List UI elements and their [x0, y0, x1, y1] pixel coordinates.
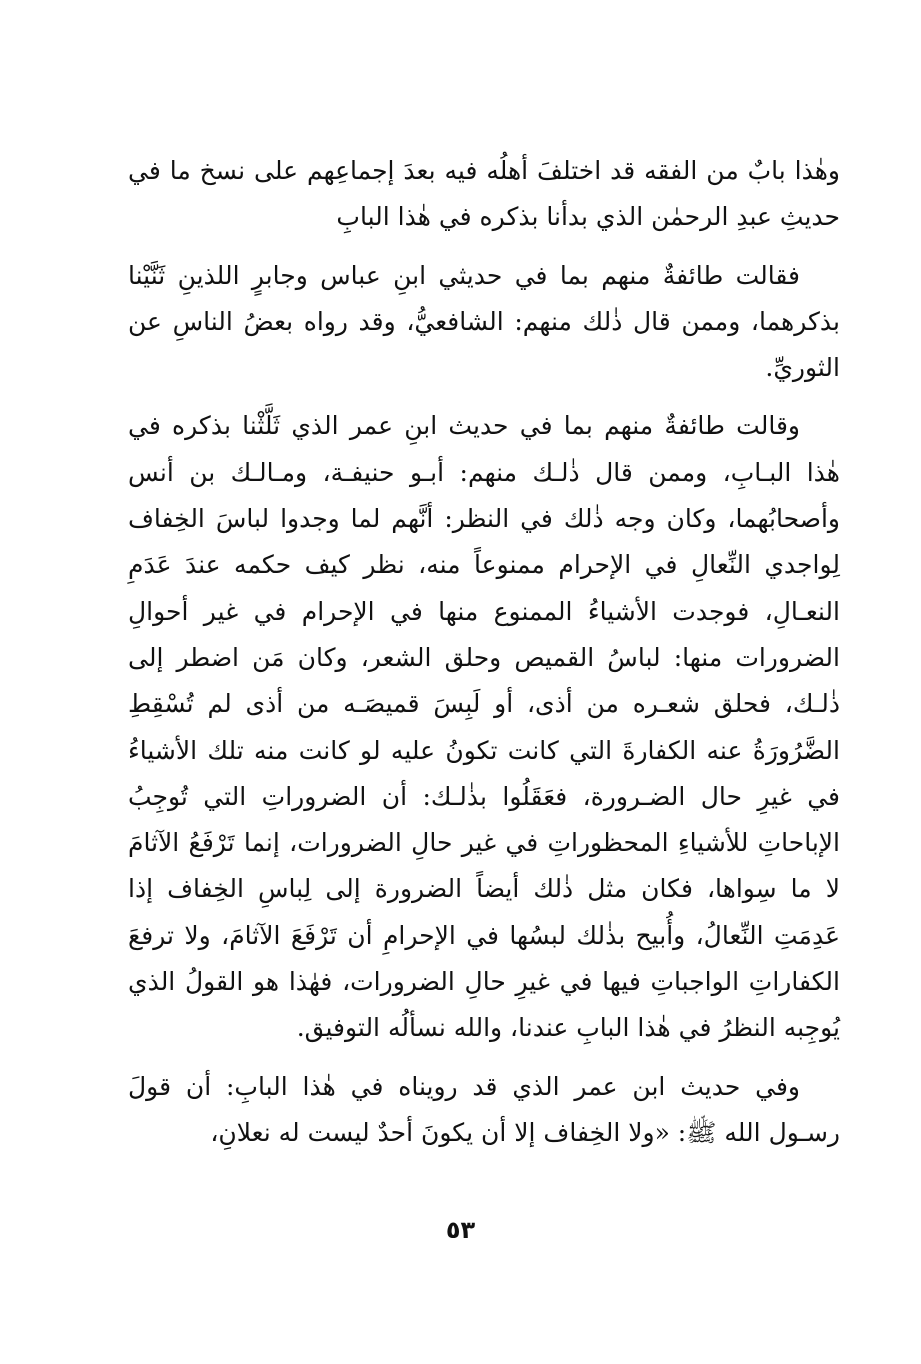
- page-number: ٥٣: [445, 1216, 476, 1244]
- paragraph-1: وهٰذا بابٌ من الفقه قد اختلفَ أهلُه فيه بعدَ إجماعِهم على نسخ ما في حديثِ عبدِ الرحمٰن الذي بدأنا بذكره في هٰذا البابِ: [128, 156, 840, 232]
- paragraph-4: وفي حديث ابن عمر الذي قد رويناه في هٰذا البابِ: أن قولَ رسـول الله ﷺ: «ولا الخِفاف إلا أن يكونَ أحدٌ ليست له نعلانِ،: [128, 1071, 840, 1147]
- body-text: [128, 148, 840, 1168]
- paragraph-3: وقالت طائفةٌ منهم بما في حديث ابنِ عمر الذي ثَلَّثْنا بذكره في هٰذا البـابِ، وممن قال ذٰلـك منهم: أبـو حنيفـة، ومـالـك بن أنس وأصحابُهما، وكان وجه ذٰلك في النظر: أنَّهم لما وجدوا لباسَ الخِفاف لِواجدي النِّعالِ في الإحرام ممنوعاً منه، نظر كيف حكمه عندَ عَدَمِ النعـالِ، فوجدت الأشياءُ الممنوع منها في الإحرام في غير أحوالِ الضرورات منها: لباسُ القميص وحلق الشعر، وكان مَن اضطر إلى ذٰلـك، فحلق شعـره من أذى، أو لَبِسَ قميصَـه من أذى لم تُسْقِطِ الضَّرُورَةُ عنه الكفارةَ التي كانت تكونُ عليه لو كانت منه تلك الأشياءُ في غيرِ حال الضـرورة، فعَقَلُوا بذٰلـك: أن الضروراتِ التي تُوجِبُ الإباحاتِ للأشياءِ المحظوراتِ في غير حالِ الضرورات، إنما تَرْفَعُ الآثامَ لا ما سِواها، فكان مثل ذٰلك أيضاً الضرورة إلى لِباسِ الخِفاف إذا عَدِمَتِ النِّعالُ، وأُبيح بذٰلك لبسُها في الإحرامِ أن تَرْفَعَ الآثامَ، ولا ترفعَ الكفاراتِ الواجباتِ فيها في غيرِ حالِ الضرورات، فهٰذا هو القولُ الذي يُوجِبه النظرُ في هٰذا البابِ عندنا، والله نسألُه التوفيق.: [128, 411, 840, 1043]
- paragraph-2: فقالت طائفةٌ منهم بما في حديثي ابنِ عباس وجابرٍ اللذينِ ثَنَّيْنا بذكرهما، وممن قال ذٰلك منهم: الشافعيُّ، وقد رواه بعضُ الناسِ عن الثوريِّ.: [128, 260, 841, 383]
